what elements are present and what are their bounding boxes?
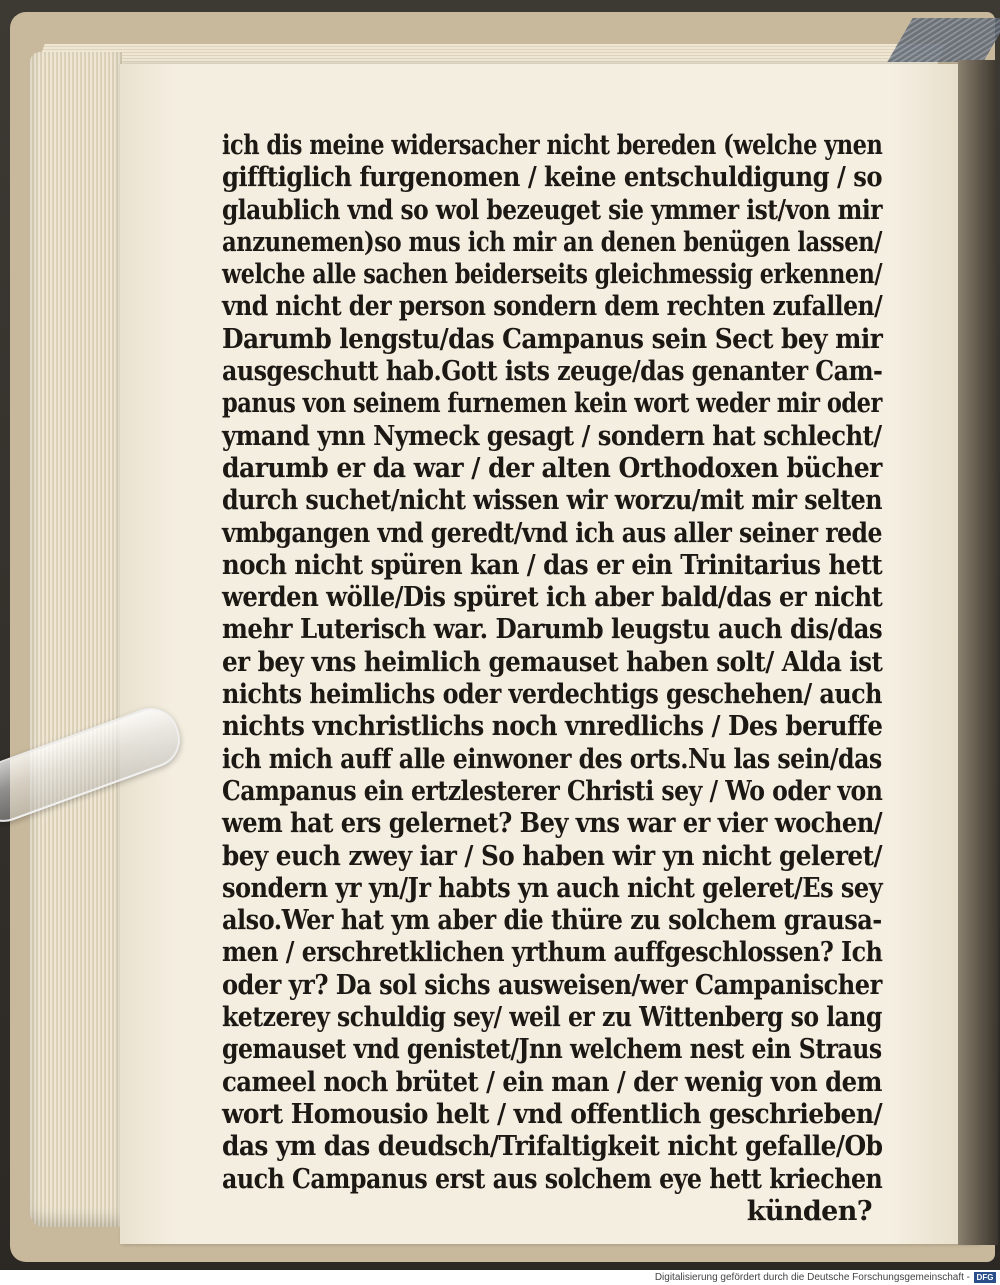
text-line: ich dis meine widersacher nicht bereden (welche ynen: [222, 130, 883, 161]
text-line: noch nicht spüren kan / das er ein Trinitarius hett: [222, 549, 883, 581]
text-line: cameel noch brütet / ein man / der wenig von dem: [222, 1066, 882, 1098]
text-line: gifftiglich furgenomen / keine entschuldigung / so: [222, 162, 882, 194]
page-block-fore-edge: [30, 52, 122, 1227]
text-line: durch suchet/nicht wissen wir worzu/mit mir selten: [222, 485, 883, 517]
text-line: bey euch zwey iar / So haben wir yn nicht geleret/: [222, 840, 882, 872]
text-line: sondern yr yn/Jr habts yn auch nicht geleret/Es sey: [222, 872, 883, 904]
text-line: werden wölle/Dis spüret ich aber bald/das er nicht: [222, 582, 883, 614]
footer-credit: Digitalisierung gefördert durch die Deutsche Forschungsgemeinschaft -: [654, 1272, 970, 1283]
text-line: panus von seinem furnemen kein wort weder mir oder: [222, 388, 882, 420]
text-line: men / erschretklichen yrthum auffgeschlossen? Ich: [222, 937, 883, 969]
text-line: wem hat ers gelernet? Bey vns war er vier wochen/: [222, 808, 883, 840]
text-line: gemauset vnd genistet/Jnn welchem nest ein Straus: [222, 1034, 882, 1066]
dfg-logo: DFG: [974, 1272, 996, 1283]
text-line: Campanus ein ertzlesterer Christi sey / Wo oder von: [222, 775, 883, 807]
text-line: ymand ynn Nymeck gesagt / sondern hat schlecht/: [222, 420, 882, 452]
text-line: das ym das deudsch/Trifaltigkeit nicht gefalle/Ob: [222, 1131, 883, 1163]
text-line: oder yr? Da sol sichs ausweisen/wer Campanischer: [222, 969, 882, 1001]
text-line: ketzerey schuldig sey/ weil er zu Wittenberg so lang: [222, 1002, 882, 1034]
text-line: nichts heimlichs oder verdechtigs geschehen/ auch: [222, 679, 882, 711]
text-line: ausgeschutt hab.Gott ists zeuge/das genanter Cam-: [222, 356, 883, 388]
text-line: auch Campanus erst aus solchem eye hett kriechen: [222, 1163, 883, 1195]
text-line: anzunemen)so mus ich mir an denen benügen lassen/: [222, 226, 882, 258]
text-line: welche alle sachen beiderseits gleichmessig erkennen/: [222, 259, 882, 291]
text-line: wort Homousio helt / vnd offentlich geschrieben/: [222, 1098, 883, 1130]
text-line: also.Wer hat ym aber die thüre zu solchem grausa-: [222, 905, 882, 937]
page-text-block: [222, 130, 882, 1228]
footer-bar: [0, 1270, 1000, 1285]
text-line: Darumb lengstu/das Campanus sein Sect bey mir: [222, 323, 883, 355]
text-line: darumb er da war / der alten Orthodoxen bücher: [222, 452, 882, 484]
text-line: er bey vns heimlich gemauset haben solt/ Alda ist: [222, 646, 883, 678]
text-line: vmbgangen vnd geredt/vnd ich aus aller seiner rede: [222, 517, 882, 549]
text-line: ich mich auff alle einwoner des orts.Nu las sein/das: [222, 743, 882, 775]
gutter-shadow: [958, 60, 998, 1245]
text-line: nichts vnchristlichs noch vnredlichs / Des beruffe: [222, 711, 883, 743]
text-line: glaublich vnd so wol bezeuget sie ymmer ist/von mir: [222, 194, 883, 226]
text-line: mehr Luterisch war. Darumb leugstu auch dis/das: [222, 614, 883, 646]
catchword: künden?: [746, 1195, 872, 1227]
text-line: vnd nicht der person sondern dem rechten zufallen/: [222, 291, 883, 323]
